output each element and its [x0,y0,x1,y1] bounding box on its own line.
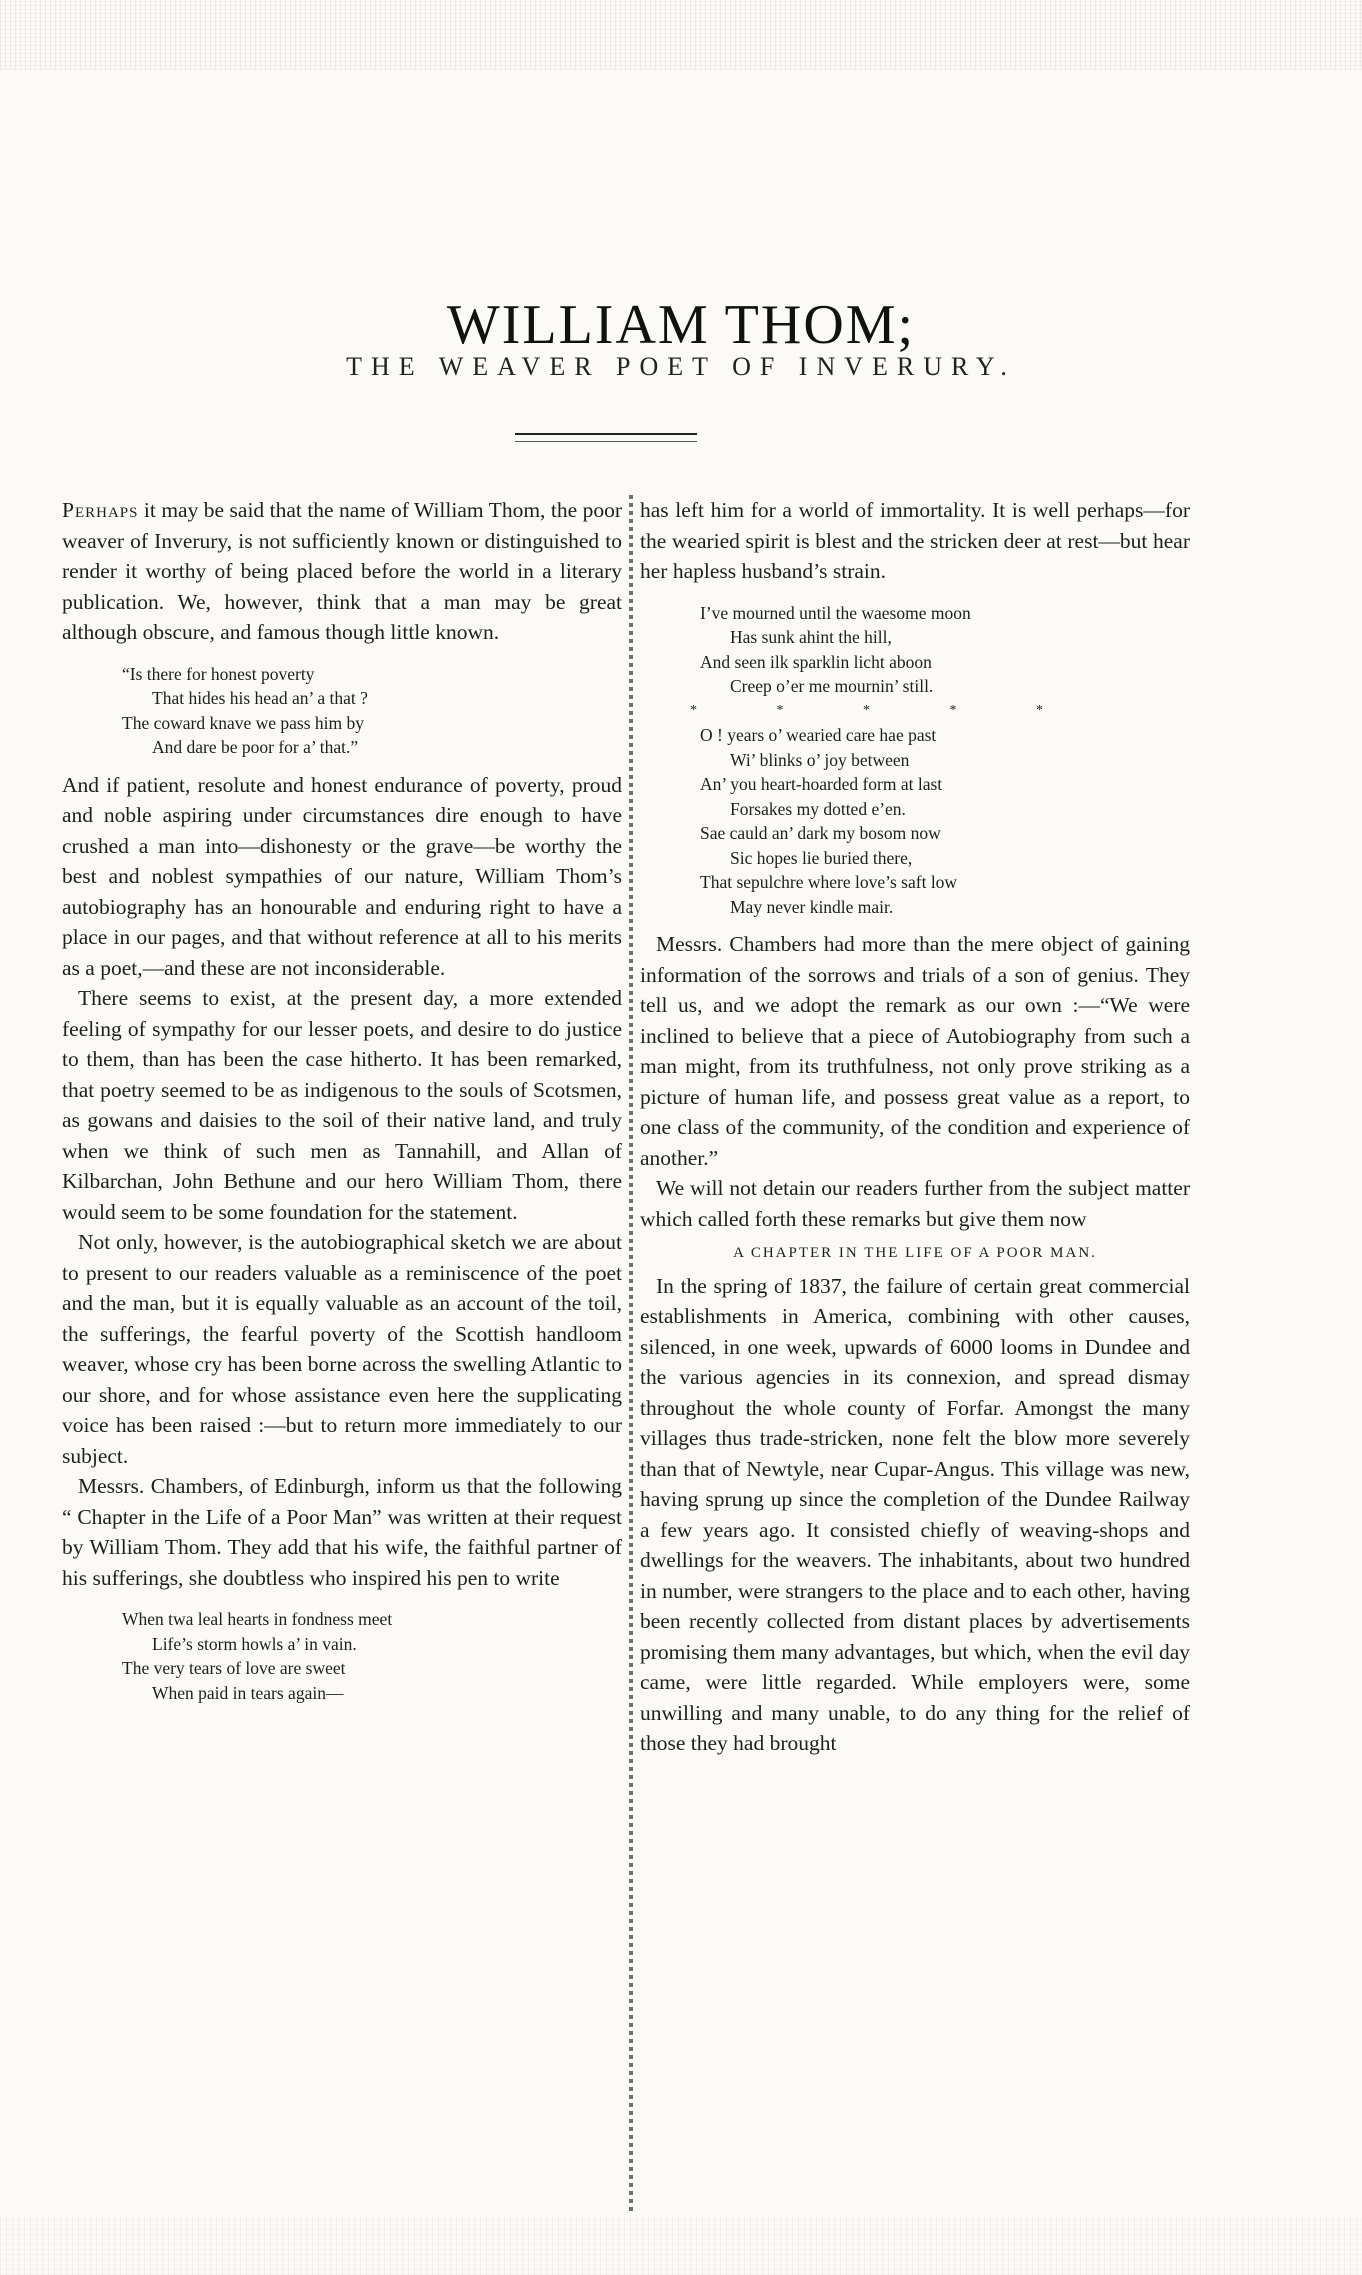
scan-noise-bottom [0,2215,1362,2275]
verse-line: Creep o’er me mournin’ still. [730,676,934,696]
verse-line: May never kindle mair. [730,896,894,917]
drop-word: Perhaps [62,498,139,522]
left-verse-2 [62,1607,622,1705]
left-paragraph-2: And if patient, resolute and honest endurance of poverty, proud and noble aspiring under circumstances dire enough to have crushed a man into—dishonesty or the grave—be worthy the best and noblest sympathies of our nature, William Thom’s autobiography has an honourable and enduring right to have a place in our pages, and that without reference at all to his merits as a poet,—and these are not inconsiderable. [62,772,622,980]
left-paragraph-3: There seems to exist, at the present day, a more extended feeling of sympathy for our lesser poets, and desire to do justice to them, than has been the case hitherto. It has been remarked, that poetry seemed to be as indigenous to the souls of Scotsmen, as gowans and daisies to the soil of their native land, and truly when we think of such men as Tannahill, and Allan of Kilbarchan, John Bethune and our hero William Thom, there would seem to be some foundation for the statement. [62,986,622,1224]
verse-line: And seen ilk sparklin licht aboon [700,651,932,672]
right-paragraph-1: has left him for a world of immortality. It is well perhaps—for the wearied spirit is blest and the stricken deer at rest—but hear her hapless husband’s strain. [640,498,1190,583]
left-paragraph-1-text: it may be said that the name of William Thom, the poor weaver of Inverury, is not sufficiently known or distinguished to render it worthy of being placed before the world in a literary publication. We, however, think that a man may be great although obscure, and famous though little known. [62,498,622,644]
left-paragraph-5: Messrs. Chambers, of Edinburgh, inform us that the following “ Chapter in the Life of a Poor Man” was written at their request by William Thom. They add that his wife, the faithful partner of his sufferings, she doubtless who inspired his pen to write [62,1474,622,1590]
verse-line: The very tears of love are sweet [122,1658,346,1678]
left-verse-1 [62,662,622,760]
chapter-heading: A CHAPTER IN THE LIFE OF A POOR MAN. [733,1245,1097,1261]
verse-line: The coward knave we pass him by [122,712,365,733]
verse-line: I’ve mourned until the waesome moon [700,602,971,623]
verse-line: Sic hopes lie buried there, [730,847,913,868]
verse-line: O ! years o’ wearied care hae past [700,725,937,745]
scan-noise-top [0,0,1362,70]
right-paragraph-2: Messrs. Chambers had more than the mere object of gaining information of the sorrows and trials of a son of genius. They tell us, and we adopt the remark as our own :—“We were inclined to believe that a piece of Autobiography from such a man might, from its truthfulness, not only prove striking as a picture of human life, and possess great value as a report, to one class of the community, of the condition and experience of another.” [640,932,1190,1170]
verse-line: That hides his head an’ a that ? [152,688,368,708]
verse-line: Forsakes my dotted e’en. [730,798,906,819]
article-subtitle: THE WEAVER POET OF INVERURY. [346,352,1016,381]
left-column [62,495,622,1715]
title-rule [515,433,697,442]
verse-line: When twa leal hearts in fondness meet [122,1609,393,1629]
verse-line: Life’s storm howls a’ in vain. [152,1633,357,1654]
verse-line: When paid in tears again— [152,1682,344,1703]
verse-line: “Is there for honest poverty [122,663,315,684]
right-verse-1 [640,601,1190,920]
verse-line: Has sunk ahint the hill, [730,627,892,647]
right-paragraph-4: In the spring of 1837, the failure of certain great commercial establishments in America, combining with other causes, silenced, in one week, upwards of 6000 looms in Dundee and the various agencies in its connexion, and spread dismay throughout the whole county of Forfar. Amongst the many villages thus trade-stricken, none felt the blow more severely than that of Newtyle, near Cupar-Angus. This village was new, having sprung up since the completion of the Dundee Railway a few years ago. It consisted chiefly of weaving-shops and dwellings for the weavers. The inhabitants, about two hundred in number, were strangers to the place and to each other, having been recently collected from distant places by advertisements promising them many advantages, but which, when the evil day came, were little regarded. While employers were, some unwilling and many unable, to do any thing for the relief of those they had brought [640,1273,1190,1755]
right-column [640,495,1190,1759]
verse-line: Wi’ blinks o’ joy between [730,749,910,770]
left-paragraph-1 [62,495,622,648]
verse-line: Sae cauld an’ dark my bosom now [700,823,941,843]
article-title: WILLIAM THOM; [446,293,916,356]
right-paragraph-3: We will not detain our readers further from the subject matter which called forth these remarks but give them now [640,1176,1190,1231]
column-divider [629,495,633,2215]
verse-line: That sepulchre where love’s saft low [700,872,958,892]
verse-separator-stars: * * * * * [690,702,1081,718]
verse-line: And dare be poor for a’ that.” [152,737,359,757]
left-paragraph-4: Not only, however, is the autobiographical sketch we are about to present to our readers valuable as a reminiscence of the poet and the man, but it is equally valuable as an account of the toil, the sufferings, the fearful poverty of the Scottish handloom weaver, whose cry has been borne across the swelling Atlantic to our shore, and for whose assistance even here the supplicating voice has been raised :—but to return more immediately to our subject. [62,1230,622,1468]
verse-line: An’ you heart-hoarded form at last [700,774,943,794]
